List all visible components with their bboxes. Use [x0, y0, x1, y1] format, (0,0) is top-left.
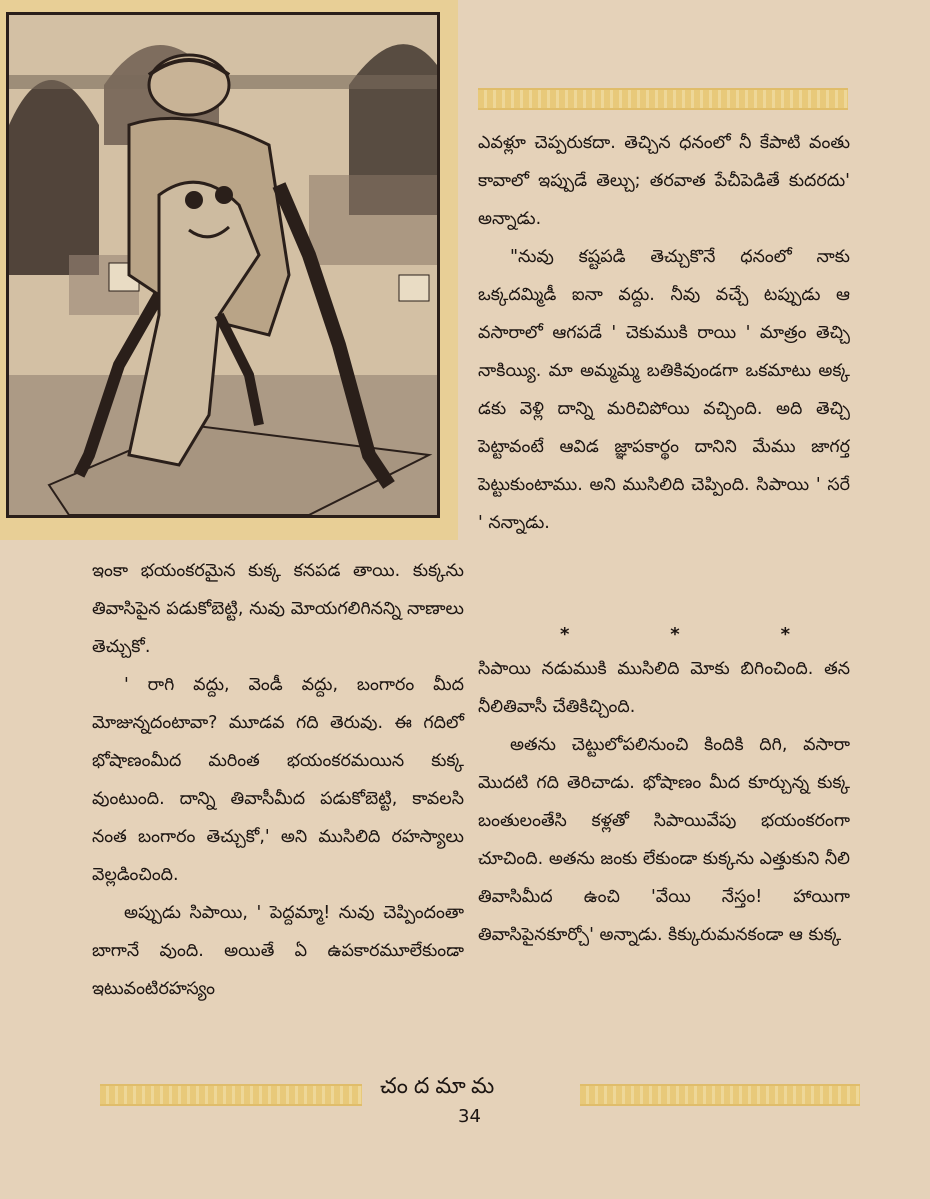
- paragraph: సిపాయి నడుముకి ముసిలిది మోకు బిగించింది. తన నీలితివాసీ చేతికిచ్చింది.: [478, 659, 850, 717]
- paragraph: అప్పుడు సిపాయి, ' పెద్దమ్మా! నువు చెప్పిందంతా బాగానే వుంది. అయితే ఏ ఉపకారమూలేకుండా ఇటువంటిరహస్యం: [92, 903, 464, 999]
- paragraph: "నువు కష్టపడి తెచ్చుకొనే ధనంలో నాకు ఒక్కదమ్మిడీ ఐనా వద్దు. నీవు వచ్చే టప్పుడు ఆ వసారాలో ఆగపడే ' చెకుముకి రాయి ' మాత్రం తెచ్చి నాకియ్యి. మా అమ్మమ్మ బతికివుండగా ఒకమాటు అక్క డకు వెళ్లి దాన్ని మరిచిపోయి వచ్చింది. అది తెచ్చి పెట్టావంటే ఆవిడ జ్ఞాపకార్థం దానిని మేము జాగర్త పెట్టుకుంటాము. అని ముసిలిది చెప్పింది. సిపాయి ' సరే ' నన్నాడు.: [478, 247, 850, 533]
- paragraph: ఇంకా భయంకరమైన కుక్క కనపడ తాయి. కుక్కను తివాసిపైన పడుకోబెట్టి, నువు మోయగలిగినన్ని నాణాలు తెచ్చుకో.: [92, 561, 464, 657]
- separator-star: *: [560, 624, 570, 645]
- story-illustration: [6, 12, 440, 518]
- decorative-band-top: [478, 88, 848, 110]
- page-number: 34: [458, 1106, 481, 1127]
- paragraph: ' రాగి వద్దు, వెండీ వద్దు, బంగారం మీద మోజున్నదంటావా? మూడవ గది తెరువు. ఈ గదిలో భోషాణంమీద మరింత భయంకరమయిన కుక్క వుంటుంది. దాన్ని తివాసీమీద పడుకోబెట్టి, కావలసి నంత బంగారం తెచ్చుకో,' అని ముసిలిది రహస్యాలు వెల్లడించింది.: [92, 675, 464, 885]
- separator-star: *: [670, 624, 680, 645]
- left-text-column: [92, 552, 464, 1008]
- decorative-band-footer-left: [100, 1084, 362, 1106]
- man-with-dog-drawing: [9, 15, 437, 515]
- magazine-title: చందమామ: [380, 1074, 501, 1099]
- right-text-column-continued: [478, 650, 850, 954]
- separator-star: *: [780, 624, 790, 645]
- paragraph: ఎవళ్లూ చెప్పరుకదా. తెచ్చిన ధనంలో నీ కేపాటి వంతు కావాలో ఇప్పుడే తెల్చు; తరవాత పేచీపెడితే కుదరదు' అన్నాడు.: [478, 133, 850, 229]
- section-separator: [560, 624, 790, 645]
- right-text-column: [478, 124, 850, 542]
- decorative-band-footer-right: [580, 1084, 860, 1106]
- paragraph: అతను చెట్టులోపలినుంచి కిందికి దిగి, వసారా మొదటి గది తెరిచాడు. భోషాణం మీద కూర్చున్న కుక్క బంతులంతేసి కళ్లతో సిపాయివేపు భయంకరంగా చూచింది. అతను జంకు లేకుండా కుక్కను ఎత్తుకుని నీలి తివాసిమీద ఉంచి 'వేయి నేస్తం! హాయిగా తివాసిపైనకూర్చో' అన్నాడు. కిక్కురుమనకండా ఆ కుక్క: [478, 735, 850, 945]
